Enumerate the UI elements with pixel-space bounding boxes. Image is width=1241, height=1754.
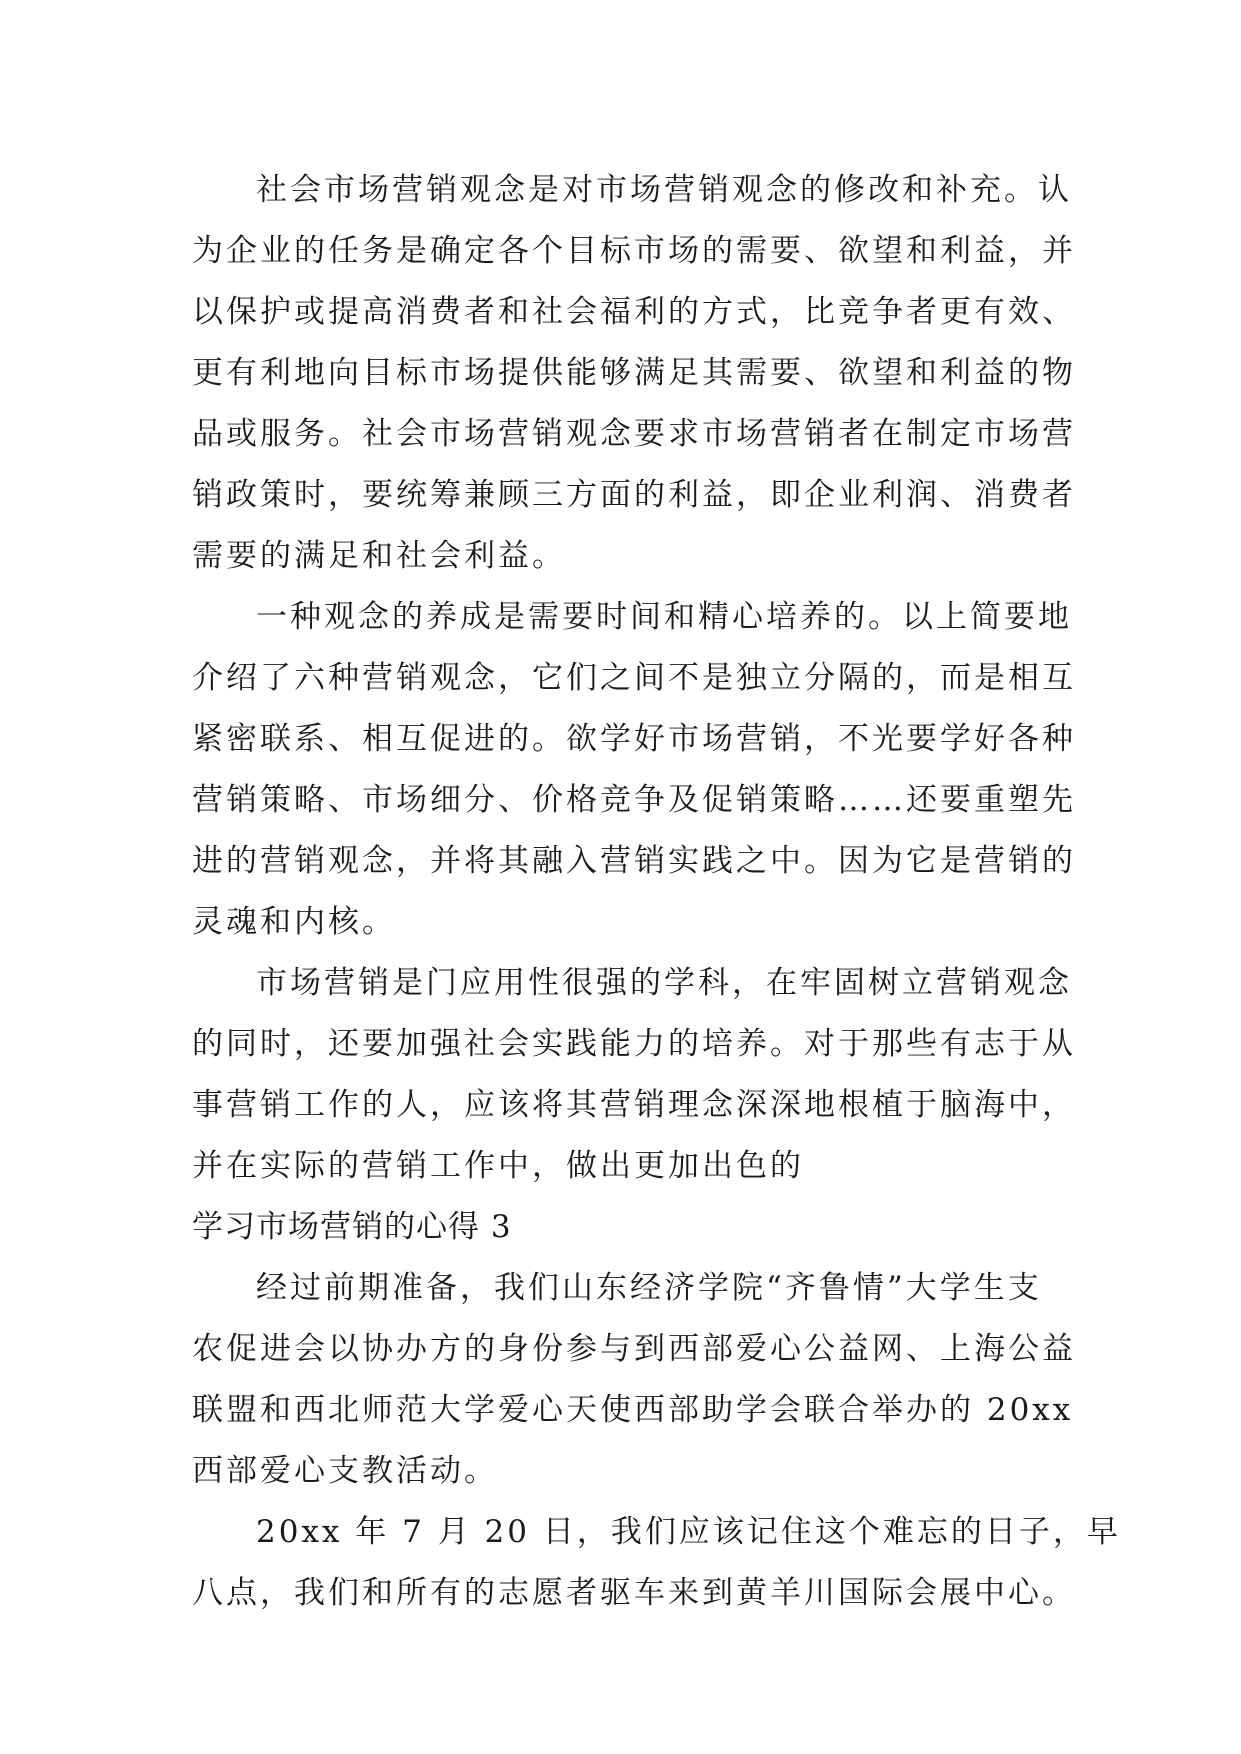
text-line: 需要的满足和社会利益。 — [192, 538, 566, 574]
paragraph-preparation — [192, 1258, 1076, 1502]
text-line: 八点，我们和所有的志愿者驱车来到黄羊川国际会展中心。 — [192, 1575, 1076, 1611]
paragraph-practice — [192, 953, 1076, 1197]
text-line: 的同时，还要加强社会实践能力的培养。对于那些有志于从 — [192, 1026, 1076, 1062]
text-line: 20xx 年 7 月 20 日，我们应该记住这个难忘的日子，早 — [256, 1514, 1121, 1550]
text-line: 经过前期准备，我们山东经济学院“齐鲁情”大学生支 — [256, 1270, 1042, 1306]
text-line: 销政策时，要统筹兼顾三方面的利益，即企业利润、消费者 — [192, 477, 1076, 513]
text-line: 为企业的任务是确定各个目标市场的需要、欲望和利益，并 — [192, 233, 1076, 269]
text-line: 品或服务。社会市场营销观念要求市场营销者在制定市场营 — [192, 416, 1076, 452]
text-line: 进的营销观念，并将其融入营销实践之中。因为它是营销的 — [192, 843, 1076, 879]
text-line: 联盟和西北师范大学爱心天使西部助学会联合举办的 20xx — [192, 1392, 1074, 1428]
text-line: 以保护或提高消费者和社会福利的方式，比竞争者更有效、 — [192, 294, 1076, 330]
text-line: 西部爱心支教活动。 — [192, 1453, 498, 1489]
paragraph-concept-cultivation — [192, 587, 1076, 953]
text-line: 社会市场营销观念是对市场营销观念的修改和补充。认 — [256, 172, 1072, 208]
section-heading: 学习市场营销的心得 3 — [192, 1209, 512, 1245]
text-line: 农促进会以协办方的身份参与到西部爱心公益网、上海公益 — [192, 1331, 1076, 1367]
paragraph-social-marketing — [192, 160, 1076, 587]
document-body — [192, 160, 1121, 1624]
text-line: 紧密联系、相互促进的。欲学好市场营销，不光要学好各种 — [192, 721, 1076, 757]
text-line: 营销策略、市场细分、价格竞争及促销策略……还要重塑先 — [192, 782, 1076, 818]
text-line: 事营销工作的人，应该将其营销理念深深地根植于脑海中， — [192, 1087, 1076, 1123]
text-line: 灵魂和内核。 — [192, 904, 396, 940]
text-line: 市场营销是门应用性很强的学科，在牢固树立营销观念 — [256, 965, 1072, 1001]
text-line: 更有利地向目标市场提供能够满足其需要、欲望和利益的物 — [192, 355, 1076, 391]
text-line: 一种观念的养成是需要时间和精心培养的。以上简要地 — [256, 599, 1072, 635]
paragraph-date — [192, 1502, 1121, 1624]
text-line: 介绍了六种营销观念，它们之间不是独立分隔的，而是相互 — [192, 660, 1076, 696]
text-line: 并在实际的营销工作中，做出更加出色的 — [192, 1148, 804, 1184]
